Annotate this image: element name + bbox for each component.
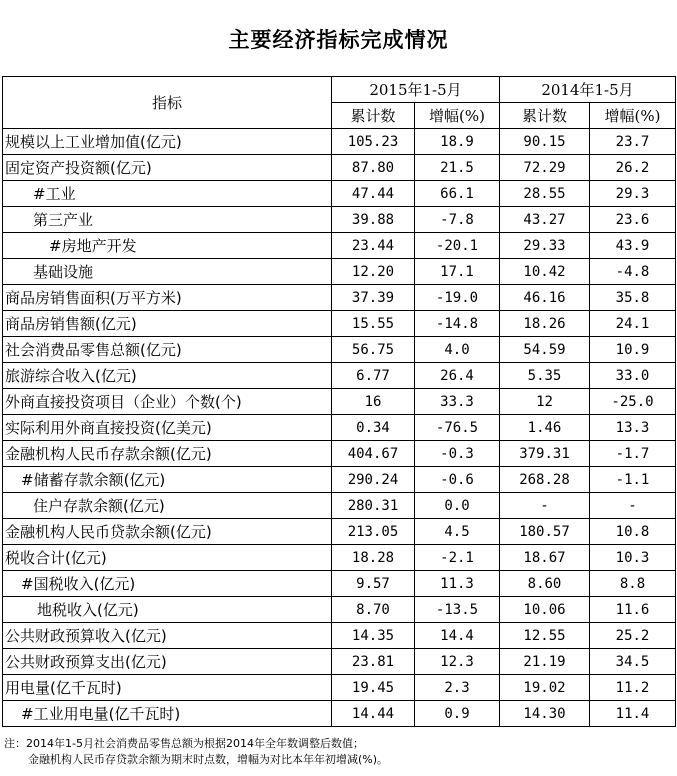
table-row <box>3 467 676 493</box>
growth-2014-cell: -25.0 <box>590 389 676 415</box>
footnote-line-1: 注：2014年1-5月社会消费品零售总额为根据2014年全年数调整后数值； <box>4 737 364 750</box>
growth-2014-cell: -4.8 <box>590 259 676 285</box>
growth-2014-cell: 11.2 <box>590 675 676 701</box>
growth-2014-cell: 13.3 <box>590 415 676 441</box>
header-growth-2015: 增幅(%) <box>415 103 500 129</box>
growth-2014-cell: 34.5 <box>590 649 676 675</box>
growth-2015-cell: -0.6 <box>415 467 500 493</box>
cum-2015-cell: 213.05 <box>332 519 415 545</box>
growth-2015-cell: 2.3 <box>415 675 500 701</box>
row-label: 商品房销售面积(万平方米) <box>3 285 332 311</box>
cum-2014-cell: 12 <box>500 389 590 415</box>
table-row <box>3 675 676 701</box>
header-cum-2015: 累计数 <box>332 103 415 129</box>
growth-2014-cell: 10.9 <box>590 337 676 363</box>
row-label: 住户存款余额(亿元) <box>3 493 332 519</box>
row-label: 金融机构人民币贷款余额(亿元) <box>3 519 332 545</box>
cum-2014-cell: 180.57 <box>500 519 590 545</box>
cum-2015-cell: 8.70 <box>332 597 415 623</box>
growth-2015-cell: 11.3 <box>415 571 500 597</box>
row-label: 商品房销售额(亿元) <box>3 311 332 337</box>
cum-2015-cell: 19.45 <box>332 675 415 701</box>
table-row <box>3 129 676 155</box>
row-label: #房地产开发 <box>3 233 332 259</box>
row-label: #工业用电量(亿千瓦时) <box>3 701 332 727</box>
cum-2015-cell: 87.80 <box>332 155 415 181</box>
growth-2014-cell: 26.2 <box>590 155 676 181</box>
row-label: 用电量(亿千瓦时) <box>3 675 332 701</box>
cum-2014-cell: 90.15 <box>500 129 590 155</box>
footnote <box>4 736 674 768</box>
growth-2015-cell: -19.0 <box>415 285 500 311</box>
row-label: 社会消费品零售总额(亿元) <box>3 337 332 363</box>
footnote-line-2: 金融机构人民币存贷款余额为期末时点数，增幅为对比本年年初增减(%)。 <box>28 753 389 766</box>
growth-2014-cell: 43.9 <box>590 233 676 259</box>
row-label: 公共财政预算支出(亿元) <box>3 649 332 675</box>
growth-2014-cell: 25.2 <box>590 623 676 649</box>
cum-2014-cell: 268.28 <box>500 467 590 493</box>
growth-2014-cell: 10.8 <box>590 519 676 545</box>
cum-2014-cell: 18.67 <box>500 545 590 571</box>
growth-2014-cell: -1.1 <box>590 467 676 493</box>
growth-2015-cell: 4.0 <box>415 337 500 363</box>
table-row <box>3 597 676 623</box>
row-label: 金融机构人民币存款余额(亿元) <box>3 441 332 467</box>
growth-2015-cell: 12.3 <box>415 649 500 675</box>
growth-2014-cell: 11.4 <box>590 701 676 727</box>
cum-2014-cell: 1.46 <box>500 415 590 441</box>
cum-2014-cell: 72.29 <box>500 155 590 181</box>
row-label: 地税收入(亿元) <box>3 597 332 623</box>
table-row <box>3 701 676 727</box>
cum-2015-cell: 9.57 <box>332 571 415 597</box>
growth-2015-cell: 4.5 <box>415 519 500 545</box>
growth-2014-cell: 29.3 <box>590 181 676 207</box>
cum-2015-cell: 16 <box>332 389 415 415</box>
cum-2015-cell: 14.44 <box>332 701 415 727</box>
cum-2014-cell: - <box>500 493 590 519</box>
cum-2015-cell: 0.34 <box>332 415 415 441</box>
table-row <box>3 441 676 467</box>
row-label: #工业 <box>3 181 332 207</box>
growth-2015-cell: 66.1 <box>415 181 500 207</box>
growth-2014-cell: -1.7 <box>590 441 676 467</box>
cum-2014-cell: 46.16 <box>500 285 590 311</box>
cum-2014-cell: 14.30 <box>500 701 590 727</box>
table-row <box>3 233 676 259</box>
table-row <box>3 519 676 545</box>
table-row <box>3 623 676 649</box>
table-row <box>3 415 676 441</box>
table-row <box>3 285 676 311</box>
cum-2015-cell: 39.88 <box>332 207 415 233</box>
cum-2014-cell: 12.55 <box>500 623 590 649</box>
header-growth-2014: 增幅(%) <box>590 103 676 129</box>
growth-2014-cell: 23.7 <box>590 129 676 155</box>
cum-2015-cell: 290.24 <box>332 467 415 493</box>
table-row <box>3 545 676 571</box>
row-label: 旅游综合收入(亿元) <box>3 363 332 389</box>
cum-2014-cell: 29.33 <box>500 233 590 259</box>
cum-2014-cell: 10.42 <box>500 259 590 285</box>
cum-2014-cell: 18.26 <box>500 311 590 337</box>
table-row <box>3 571 676 597</box>
growth-2015-cell: -7.8 <box>415 207 500 233</box>
header-period-2015: 2015年1-5月 <box>332 77 500 103</box>
row-label: 公共财政预算收入(亿元) <box>3 623 332 649</box>
cum-2015-cell: 47.44 <box>332 181 415 207</box>
table-row <box>3 649 676 675</box>
cum-2015-cell: 15.55 <box>332 311 415 337</box>
cum-2015-cell: 404.67 <box>332 441 415 467</box>
table-row <box>3 311 676 337</box>
cum-2014-cell: 21.19 <box>500 649 590 675</box>
row-label: 第三产业 <box>3 207 332 233</box>
growth-2015-cell: 0.9 <box>415 701 500 727</box>
growth-2014-cell: 35.8 <box>590 285 676 311</box>
growth-2015-cell: 17.1 <box>415 259 500 285</box>
page-title: 主要经济指标完成情况 <box>228 28 449 52</box>
growth-2015-cell: 14.4 <box>415 623 500 649</box>
cum-2015-cell: 280.31 <box>332 493 415 519</box>
growth-2015-cell: -14.8 <box>415 311 500 337</box>
growth-2014-cell: 8.8 <box>590 571 676 597</box>
cum-2014-cell: 28.55 <box>500 181 590 207</box>
growth-2014-cell: - <box>590 493 676 519</box>
cum-2015-cell: 37.39 <box>332 285 415 311</box>
header-period-2014: 2014年1-5月 <box>500 77 676 103</box>
cum-2014-cell: 379.31 <box>500 441 590 467</box>
row-label: 规模以上工业增加值(亿元) <box>3 129 332 155</box>
growth-2015-cell: -0.3 <box>415 441 500 467</box>
growth-2014-cell: 11.6 <box>590 597 676 623</box>
cum-2015-cell: 12.20 <box>332 259 415 285</box>
growth-2015-cell: -76.5 <box>415 415 500 441</box>
growth-2015-cell: -20.1 <box>415 233 500 259</box>
indicator-table <box>2 76 676 727</box>
table-row <box>3 155 676 181</box>
cum-2015-cell: 6.77 <box>332 363 415 389</box>
cum-2014-cell: 19.02 <box>500 675 590 701</box>
table-row <box>3 259 676 285</box>
row-label: 固定资产投资额(亿元) <box>3 155 332 181</box>
cum-2015-cell: 14.35 <box>332 623 415 649</box>
cum-2014-cell: 54.59 <box>500 337 590 363</box>
table-row <box>3 207 676 233</box>
table-row <box>3 493 676 519</box>
row-label: 实际利用外商直接投资(亿美元) <box>3 415 332 441</box>
cum-2014-cell: 5.35 <box>500 363 590 389</box>
growth-2015-cell: -13.5 <box>415 597 500 623</box>
header-cum-2014: 累计数 <box>500 103 590 129</box>
cum-2015-cell: 56.75 <box>332 337 415 363</box>
growth-2015-cell: 18.9 <box>415 129 500 155</box>
table-body <box>3 129 676 727</box>
row-label: 基础设施 <box>3 259 332 285</box>
cum-2014-cell: 43.27 <box>500 207 590 233</box>
row-label: 外商直接投资项目（企业）个数(个) <box>3 389 332 415</box>
table-row <box>3 363 676 389</box>
row-label: 税收合计(亿元) <box>3 545 332 571</box>
cum-2015-cell: 23.81 <box>332 649 415 675</box>
cum-2015-cell: 18.28 <box>332 545 415 571</box>
growth-2014-cell: 24.1 <box>590 311 676 337</box>
table-row <box>3 181 676 207</box>
growth-2014-cell: 33.0 <box>590 363 676 389</box>
header-indicator: 指标 <box>3 77 332 129</box>
growth-2015-cell: 33.3 <box>415 389 500 415</box>
growth-2014-cell: 10.3 <box>590 545 676 571</box>
growth-2014-cell: 23.6 <box>590 207 676 233</box>
table-row <box>3 337 676 363</box>
growth-2015-cell: -2.1 <box>415 545 500 571</box>
cum-2015-cell: 105.23 <box>332 129 415 155</box>
growth-2015-cell: 21.5 <box>415 155 500 181</box>
cum-2015-cell: 23.44 <box>332 233 415 259</box>
growth-2015-cell: 0.0 <box>415 493 500 519</box>
table-row <box>3 389 676 415</box>
cum-2014-cell: 8.60 <box>500 571 590 597</box>
growth-2015-cell: 26.4 <box>415 363 500 389</box>
cum-2014-cell: 10.06 <box>500 597 590 623</box>
row-label: #国税收入(亿元) <box>3 571 332 597</box>
row-label: #储蓄存款余额(亿元) <box>3 467 332 493</box>
